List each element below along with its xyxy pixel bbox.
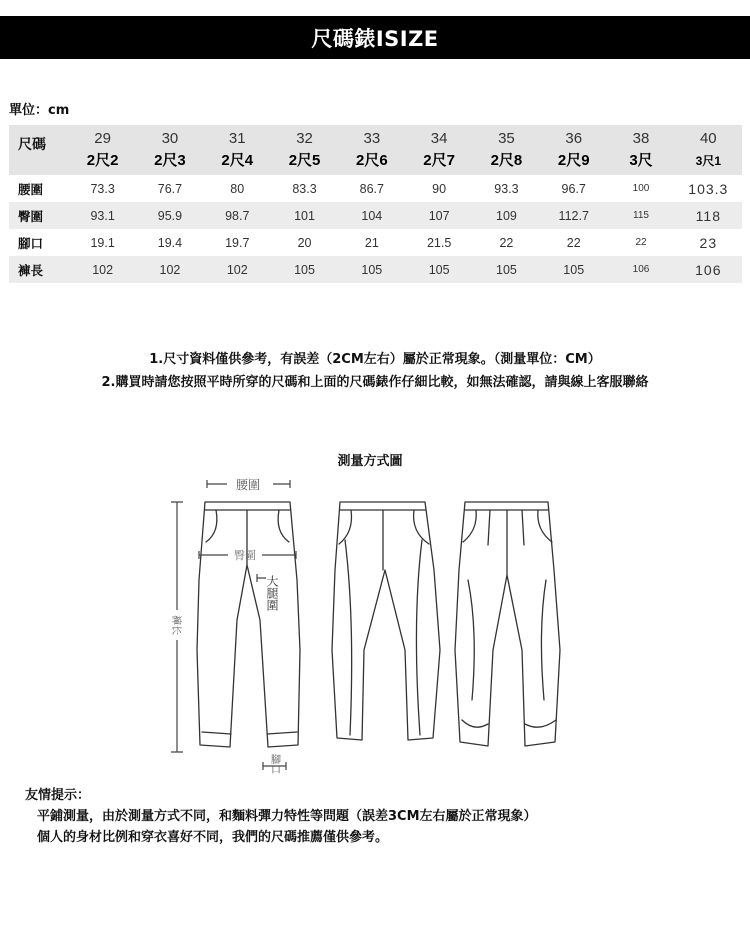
table-cell: 102 [226,262,248,277]
row-label: 腳口 [18,235,44,251]
table-cell: 98.7 [225,208,250,223]
tips-line: 個人的身材比例和穿衣喜好不同，我們的尺碼推薦僅供參考。 [37,830,389,845]
table-cell: 106 [695,261,722,278]
table-cell: 95.9 [157,208,183,223]
table-cell: 96.7 [561,181,586,196]
table-cell: 22 [635,237,647,248]
table-cell: 105 [428,262,450,277]
table-row-waist [9,175,742,202]
table-row-length [9,256,742,283]
size-column-header [338,125,405,175]
size-column-header [69,125,136,175]
size-column-header [204,125,271,175]
note-line: 2.購買時請您按照平時所穿的尺碼和上面的尺碼錶作仔細比較，如無法確認，請與線上客服聯絡 [101,375,649,390]
size-name: 2尺2 [86,152,119,169]
table-cell: 115 [633,210,649,221]
table-cell: 86.7 [359,181,384,196]
size-column-header [473,125,540,175]
size-name: 3尺1 [695,154,721,168]
table-cell: 112.7 [558,208,589,223]
table-cell: 19.1 [90,235,115,250]
table-cell: 104 [361,208,383,223]
table-cell: 93.3 [494,181,519,196]
table-cell: 100 [632,183,650,194]
size-column-header [540,125,607,175]
size-number: 29 [94,130,111,147]
size-name: 3尺 [629,152,653,169]
table-cell: 102 [92,262,114,277]
hip-label: 臀圍 [234,549,256,562]
page-title: 尺碼錶ISIZE [311,26,439,51]
size-number: 32 [296,130,313,147]
pants-outline-middle-icon [332,502,440,740]
title-bar [0,16,750,59]
waist-label: 腰圍 [235,478,261,492]
table-cell: 101 [294,208,315,223]
hem-label: 腳口 [268,754,280,774]
corner-label: 尺碼 [18,137,46,153]
table-cell: 19.4 [157,235,183,250]
size-column-header [675,125,742,175]
table-cell: 23 [699,234,718,251]
table-cell: 106 [632,264,650,275]
size-column-header [405,125,472,175]
thigh-label: 大腿圍 [265,575,279,611]
size-number: 36 [565,130,583,147]
table-cell: 22 [499,235,514,250]
size-name: 2尺8 [490,152,523,169]
table-cell: 76.7 [157,181,183,196]
size-number: 38 [632,130,650,147]
length-label: 褲长 [170,615,181,635]
pants-outline-left-icon [197,502,300,747]
size-column-header [271,125,338,175]
row-label: 臀圍 [18,208,44,224]
size-name: 2尺5 [288,152,321,169]
size-name: 2尺9 [557,152,590,169]
size-column-header [607,125,674,175]
table-cell: 20 [297,235,312,250]
size-name: 2尺4 [221,152,254,169]
diagram-title: 測量方式圖 [337,454,403,469]
table-cell: 105 [563,262,585,277]
table-cell: 21.5 [426,235,452,250]
table-cell: 93.1 [90,208,115,223]
size-name: 2尺3 [154,152,186,169]
table-cell: 80 [230,181,245,196]
size-number: 40 [699,130,717,147]
size-table [9,125,742,283]
table-cell: 90 [432,181,447,196]
note-line: 1.尺寸資料僅供參考，有誤差（2CM左右）屬於正常現象。（測量單位：CM） [149,352,601,367]
table-cell: 105 [361,262,383,277]
size-name: 2尺7 [423,152,455,169]
table-cell: 107 [428,208,450,223]
table-row-hip [9,202,742,229]
table-cell: 22 [566,235,581,250]
table-cell: 103.3 [688,180,729,197]
size-number: 30 [161,130,179,147]
table-cell: 102 [159,262,181,277]
measurement-diagram [150,470,590,780]
table-cell: 21 [364,235,379,250]
size-name: 2尺6 [355,152,388,169]
table-row-hem [9,229,742,256]
table-cell: 73.3 [90,181,115,196]
table-cell: 109 [496,208,517,223]
row-label: 腰圍 [18,181,44,197]
table-cell: 105 [496,262,517,277]
tips [25,785,537,848]
pants-outline-right-icon [455,502,560,746]
table-cell: 105 [294,262,315,277]
size-number: 31 [228,130,246,147]
table-cell: 118 [695,207,721,224]
size-number: 34 [430,130,448,147]
size-number: 33 [363,130,381,147]
row-label: 褲長 [18,262,44,278]
size-number: 35 [498,130,515,147]
unit-label: 單位：cm [9,103,70,118]
tips-heading: 友情提示： [25,788,91,803]
table-cell: 19.7 [225,235,250,250]
table-cell: 83.3 [292,181,317,196]
table-header-row [9,125,742,175]
tips-line: 平鋪測量，由於測量方式不同，和麵料彈力特性等問題（誤差3CM左右屬於正常現象） [37,809,537,824]
size-column-header [136,125,203,175]
notes [0,348,750,394]
